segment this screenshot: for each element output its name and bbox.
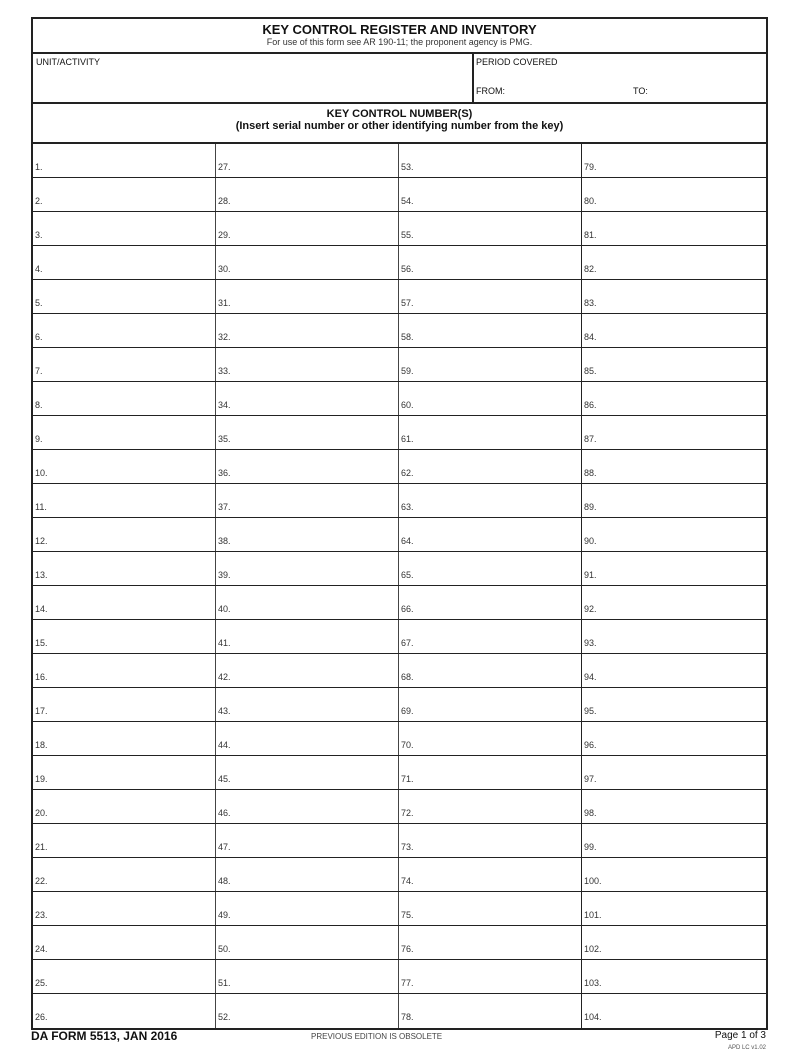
key-number-field[interactable]: 16. [33,654,216,687]
key-number-field[interactable]: 11. [33,484,216,517]
form-subtitle: For use of this form see AR 190-11; the proponent agency is PMG. [266,37,533,47]
key-number-field[interactable]: 67. [399,620,582,653]
table-row [33,280,766,314]
key-number-field[interactable]: 74. [399,858,582,891]
key-number-field[interactable]: 14. [33,586,216,619]
key-number-field[interactable]: 61. [399,416,582,449]
table-row [33,892,766,926]
key-number-field[interactable]: 39. [216,552,399,585]
key-number-field[interactable]: 66. [399,586,582,619]
key-number-field[interactable]: 73. [399,824,582,857]
table-row [33,246,766,280]
key-number-field[interactable]: 56. [399,246,582,279]
table-row [33,994,766,1028]
key-number-field[interactable]: 1. [33,144,216,177]
key-number-field[interactable]: 51. [216,960,399,993]
kcn-instruction: (Insert serial number or other identifying number from the key) [235,120,564,132]
key-number-field[interactable]: 6. [33,314,216,347]
key-number-field[interactable]: 90. [584,536,597,546]
key-number-field[interactable]: 49. [216,892,399,925]
key-number-field[interactable]: 97. [584,774,597,784]
form-header [33,19,766,54]
key-number-field[interactable]: 5. [33,280,216,313]
key-number-field[interactable]: 40. [216,586,399,619]
table-row [33,178,766,212]
key-number-field[interactable]: 84. [584,332,597,342]
key-number-grid [33,144,766,1028]
key-number-field[interactable]: 20. [33,790,216,823]
key-number-field[interactable]: 13. [33,552,216,585]
table-row [33,926,766,960]
table-row [33,518,766,552]
key-number-field[interactable]: 70. [399,722,582,755]
key-number-field[interactable]: 69. [399,688,582,721]
table-row [33,688,766,722]
key-number-field[interactable]: 87. [584,434,597,444]
key-number-field[interactable]: 72. [399,790,582,823]
table-row [33,382,766,416]
key-number-field[interactable]: 48. [216,858,399,891]
key-number-field[interactable]: 76. [399,926,582,959]
key-number-field[interactable]: 83. [584,298,597,308]
key-number-field[interactable]: 101. [584,910,602,920]
table-row [33,790,766,824]
key-number-field[interactable]: 3. [33,212,216,245]
page-number: Page 1 of 3 [714,1030,766,1041]
key-number-field[interactable]: 15. [33,620,216,653]
table-row [33,756,766,790]
key-number-field[interactable]: 99. [584,842,597,852]
table-row [33,586,766,620]
key-number-field[interactable]: 59. [399,348,582,381]
kcn-title: KEY CONTROL NUMBER(S) [326,108,473,120]
period-covered-label: PERIOD COVERED [476,57,558,67]
key-number-field[interactable]: 94. [584,672,597,682]
key-number-field[interactable]: 95. [584,706,597,716]
key-number-field[interactable]: 37. [216,484,399,517]
key-number-field[interactable]: 35. [216,416,399,449]
key-number-field[interactable]: 43. [216,688,399,721]
key-number-field[interactable]: 29. [216,212,399,245]
table-row [33,824,766,858]
key-number-field[interactable]: 79. [584,162,597,172]
table-row [33,960,766,994]
key-number-field[interactable]: 10. [33,450,216,483]
key-number-field[interactable]: 62. [399,450,582,483]
key-number-field[interactable]: 77. [399,960,582,993]
key-number-field[interactable]: 92. [584,604,597,614]
form-title: KEY CONTROL REGISTER AND INVENTORY [262,22,537,37]
unit-activity-label: UNIT/ACTIVITY [36,57,101,67]
key-number-field[interactable]: 21. [33,824,216,857]
table-row [33,212,766,246]
key-number-field[interactable]: 91. [584,570,597,580]
key-number-field[interactable]: 2. [33,178,216,211]
key-number-field[interactable]: 81. [584,230,597,240]
key-number-field[interactable]: 19. [33,756,216,789]
key-number-field[interactable]: 80. [584,196,597,206]
key-number-field[interactable]: 53. [399,144,582,177]
key-number-field[interactable]: 60. [399,382,582,415]
table-row [33,858,766,892]
period-covered-field [474,54,766,102]
key-number-field[interactable]: 93. [584,638,597,648]
key-number-field[interactable]: 8. [33,382,216,415]
edition-note: PREVIOUS EDITION IS OBSOLETE [311,1032,443,1041]
key-number-field[interactable]: 78. [399,994,582,1028]
key-number-field[interactable]: 26. [33,994,216,1028]
key-number-field[interactable]: 98. [584,808,597,818]
key-number-field[interactable]: 64. [399,518,582,551]
key-number-field[interactable]: 41. [216,620,399,653]
table-row [33,722,766,756]
key-number-field[interactable]: 102. [584,944,602,954]
key-number-field[interactable]: 18. [33,722,216,755]
table-row [33,484,766,518]
key-number-field[interactable]: 50. [216,926,399,959]
table-row [33,416,766,450]
key-number-field[interactable]: 89. [584,502,597,512]
from-field[interactable]: FROM: [476,86,505,96]
table-row [33,654,766,688]
form-id: DA FORM 5513, JAN 2016 [31,1029,178,1043]
key-number-field[interactable]: 52. [216,994,399,1028]
key-number-field[interactable]: 4. [33,246,216,279]
table-row [33,144,766,178]
key-number-field[interactable]: 104. [584,1012,602,1022]
key-number-field[interactable]: 75. [399,892,582,925]
key-number-field[interactable]: 46. [216,790,399,823]
key-number-field[interactable]: 23. [33,892,216,925]
key-number-field[interactable]: 32. [216,314,399,347]
key-number-field[interactable]: 100. [584,876,602,886]
table-row [33,450,766,484]
key-number-field[interactable]: 71. [399,756,582,789]
version-label: APD LC v1.02 [727,1045,766,1051]
key-number-field[interactable]: 85. [584,366,597,376]
key-number-field[interactable]: 12. [33,518,216,551]
key-number-field[interactable]: 65. [399,552,582,585]
key-number-field[interactable]: 42. [216,654,399,687]
key-number-field[interactable]: 96. [584,740,597,750]
key-number-field[interactable]: 22. [33,858,216,891]
table-row [33,348,766,382]
key-number-field[interactable]: 30. [216,246,399,279]
unit-activity-field[interactable] [33,54,474,102]
key-number-field[interactable]: 55. [399,212,582,245]
key-number-field[interactable]: 54. [399,178,582,211]
to-field[interactable]: TO: [633,86,648,96]
key-number-field[interactable]: 25. [33,960,216,993]
key-number-field[interactable]: 86. [584,400,597,410]
key-control-form [31,17,768,1030]
key-number-field[interactable]: 58. [399,314,582,347]
key-number-field[interactable]: 36. [216,450,399,483]
key-number-field[interactable]: 44. [216,722,399,755]
key-number-field[interactable]: 31. [216,280,399,313]
key-number-field[interactable]: 7. [33,348,216,381]
key-number-field[interactable]: 103. [584,978,602,988]
key-number-field[interactable]: 9. [33,416,216,449]
key-number-field[interactable]: 68. [399,654,582,687]
key-number-field[interactable]: 34. [216,382,399,415]
key-number-field[interactable]: 27. [216,144,399,177]
key-number-field[interactable]: 82. [584,264,597,274]
key-number-field[interactable]: 24. [33,926,216,959]
key-number-field[interactable]: 47. [216,824,399,857]
key-number-field[interactable]: 28. [216,178,399,211]
info-row [33,54,766,104]
key-control-numbers-header [33,104,766,144]
table-row [33,552,766,586]
key-number-field[interactable]: 17. [33,688,216,721]
key-number-field[interactable]: 88. [584,468,597,478]
key-number-field[interactable]: 38. [216,518,399,551]
key-number-field[interactable]: 45. [216,756,399,789]
key-number-field[interactable]: 63. [399,484,582,517]
key-number-field[interactable]: 57. [399,280,582,313]
key-number-field[interactable]: 33. [216,348,399,381]
table-row [33,314,766,348]
table-row [33,620,766,654]
